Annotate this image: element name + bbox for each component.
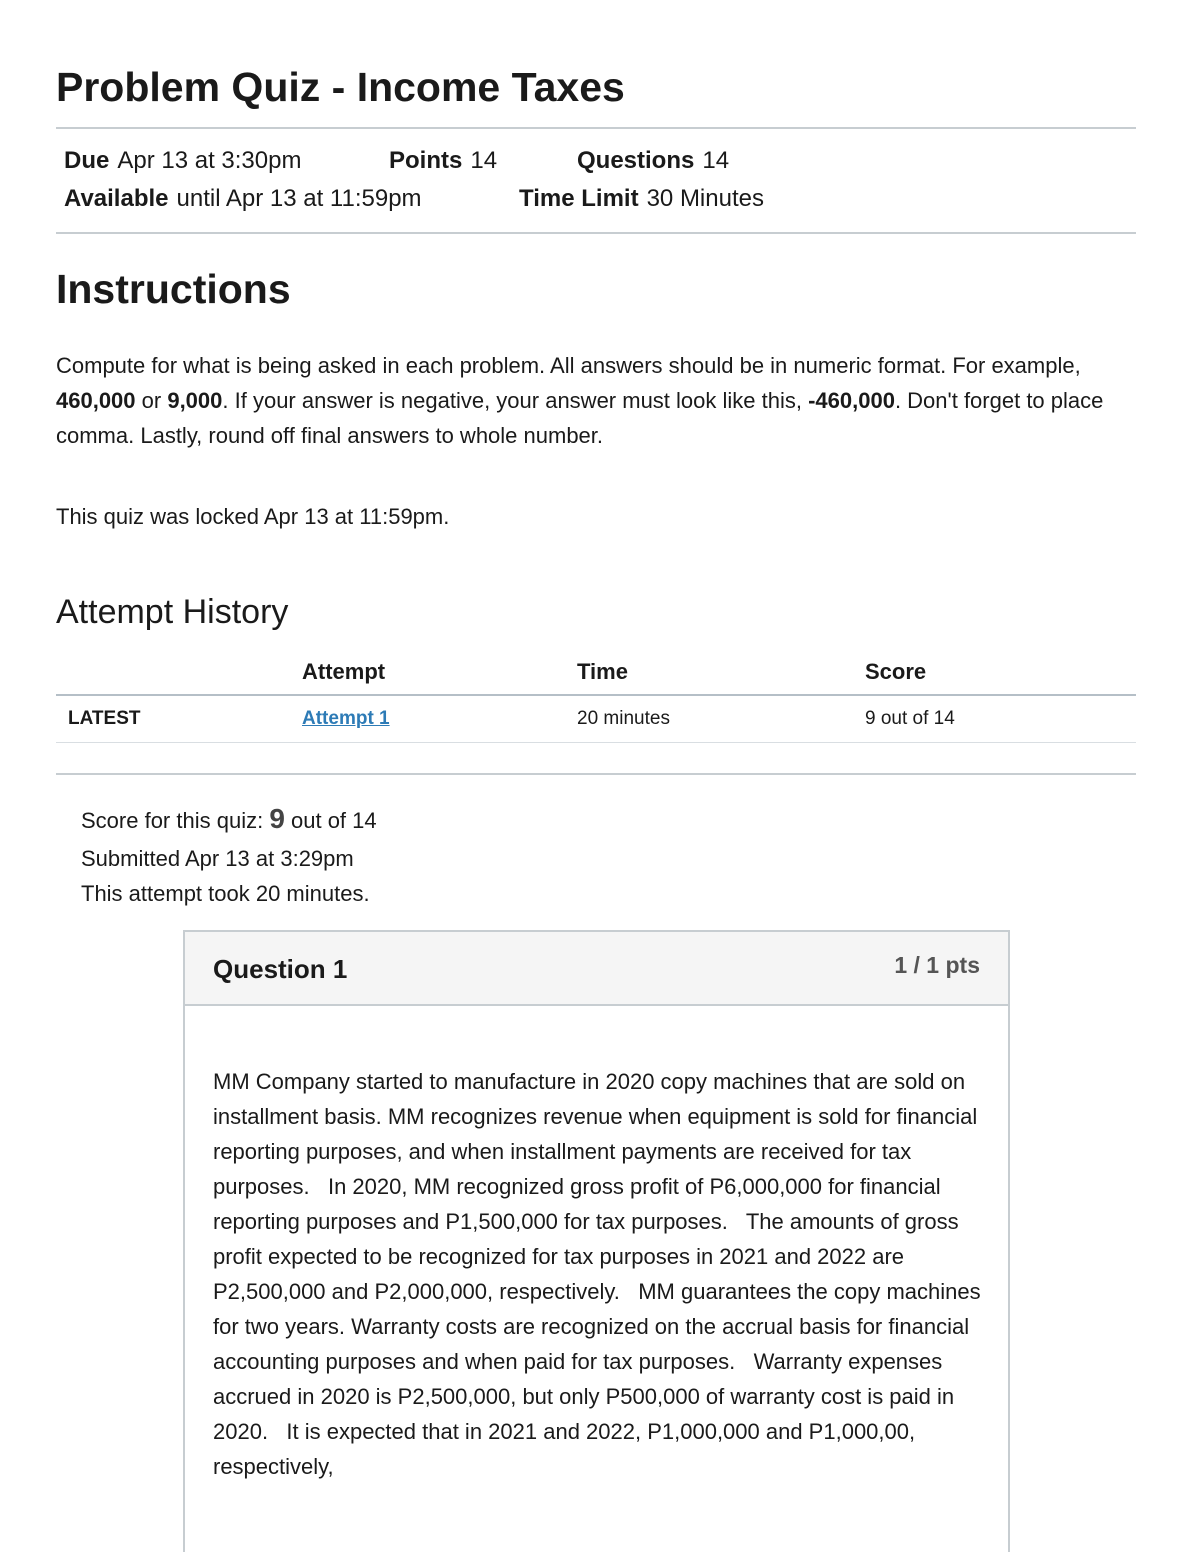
available-info: [64, 184, 422, 214]
submitted-time: Submitted Apr 13 at 3:29pm: [81, 846, 354, 871]
page-title: Problem Quiz - Income Taxes: [56, 64, 625, 110]
question-title: Question 1: [213, 954, 348, 984]
attempt-status: LATEST: [56, 695, 302, 743]
instructions-part: Compute for what is being asked in each problem. All answers should be in numeric format. For example,: [56, 353, 1081, 378]
attempt-history-table: [56, 650, 1136, 743]
instructions-heading: Instructions: [56, 266, 291, 312]
question-points: 1 / 1 pts: [894, 952, 980, 978]
time-limit-value: 30 Minutes: [646, 185, 764, 212]
col-header-score: Score: [865, 650, 1136, 695]
time-limit-info: [519, 184, 764, 214]
question-header: [185, 932, 1008, 1006]
attempt-duration: This attempt took 20 minutes.: [81, 881, 370, 906]
attempt-time: 20 minutes: [577, 695, 865, 743]
score-value: 9: [269, 803, 285, 834]
points-value: 14: [470, 147, 498, 174]
questions-label: Questions: [577, 147, 695, 174]
due-label: Due: [64, 147, 110, 174]
time-limit-label: Time Limit: [519, 185, 639, 212]
divider: [56, 232, 1136, 234]
question-text: MM Company started to manufacture in 2020 copy machines that are sold on installment basis. MM recognizes revenue when equipment is sold for financial reporting purposes, and when installment payments are received for tax purposes. In 2020, MM recognized gross profit of P6,000,000 for financial reporting purposes and P1,500,000 for tax purposes. The amounts of gross profit expected to be recognized for tax purposes in 2021 and 2022 are P2,500,000 and P2,000,000, respectively. MM guarantees the copy machines for two years. Warranty costs are recognized on the accrual basis for financial accounting purposes and when paid for tax purposes. Warranty expenses accrued in 2020 is P2,500,000, but only P500,000 of warranty cost is paid in 2020. It is expected that in 2021 and 2022, P1,000,000 and P1,000,00, respectively,: [213, 1069, 987, 1479]
col-header-time: Time: [577, 650, 865, 695]
table-header-row: [56, 650, 1136, 695]
divider: [56, 127, 1136, 129]
available-value: until Apr 13 at 11:59pm: [176, 185, 422, 212]
due-value: Apr 13 at 3:30pm: [117, 147, 302, 174]
due-info: [64, 146, 301, 176]
example-positive: 460,000: [56, 388, 136, 413]
questions-info: [577, 146, 729, 176]
available-label: Available: [64, 185, 169, 212]
instructions-part: . Don't forget to place comma. Lastly, round off final answers to whole number.: [56, 388, 1104, 448]
col-header-status: [56, 650, 302, 695]
attempt-history-heading: Attempt History: [56, 593, 289, 631]
question-card: [183, 930, 1010, 1552]
questions-value: 14: [702, 147, 730, 174]
table-row: [56, 695, 1136, 743]
points-label: Points: [389, 147, 463, 174]
example-negative: -460,000: [808, 388, 895, 413]
points-info: [389, 146, 497, 176]
example-small: 9,000: [167, 388, 223, 413]
locked-notice: This quiz was locked Apr 13 at 11:59pm.: [56, 504, 450, 529]
score-prefix: Score for this quiz:: [81, 808, 270, 833]
instructions-text: [56, 348, 1136, 453]
divider: [56, 773, 1136, 775]
col-header-attempt: Attempt: [302, 650, 577, 695]
quiz-score: [81, 804, 377, 836]
instructions-part: or: [135, 388, 168, 413]
score-suffix: out of 14: [284, 808, 377, 833]
attempt-score: 9 out of 14: [865, 695, 1136, 743]
attempt-link[interactable]: Attempt 1: [302, 708, 390, 729]
instructions-part: . If your answer is negative, your answer must look like this,: [222, 388, 809, 413]
